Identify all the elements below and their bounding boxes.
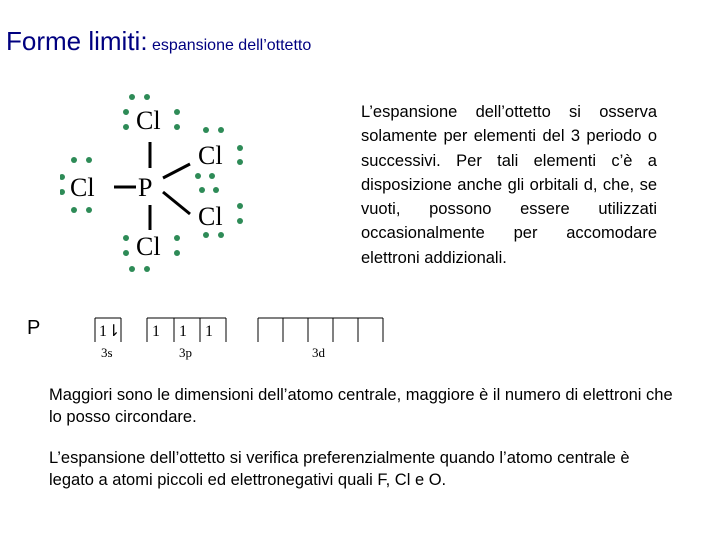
label-3p: 3p [179, 345, 192, 360]
lewis-structure-svg [60, 92, 260, 277]
cl-upper-right-label: Cl [198, 141, 223, 170]
paragraph-atom-size: Maggiori sono le dimensioni dell’atomo centrale, maggiore è il numero di elettroni che lo posso circondare. [49, 386, 673, 426]
paragraph-electronegative-atoms: L’espansione dell’ottetto si verifica preferenzialmente quando l’atomo centrale è legato a atomi piccoli ed elettronegativi quali F, Cl e O. [49, 449, 630, 489]
label-3s: 3s [101, 345, 113, 360]
box-3p-1-electron: 1 [152, 323, 160, 340]
box-3s-electrons: 1⇂ [99, 323, 121, 340]
orbital-box-diagram [90, 314, 390, 364]
title-subtitle: espansione dell’ottetto [152, 37, 312, 54]
box-3p-3-electron: 1 [205, 323, 213, 340]
slide-title [6, 26, 311, 57]
lewis-structure-pcl5 [60, 92, 260, 277]
box-3p-2-electron: 1 [179, 323, 187, 340]
p-central-label: P [138, 173, 153, 202]
title-main: Forme limiti: [6, 26, 148, 56]
cl-bottom-label: Cl [136, 232, 161, 261]
orbital-element-label: P [27, 317, 41, 339]
octet-expansion-description: L’espansione dell’ottetto si osserva solamente per elementi del 3 periodo o successivi. Per tali elementi c’è a disposizione anche gli orbitali d, che, se vuoti, possono essere utilizzati occasionalmente per accomodare elettroni addizionali. [361, 103, 657, 267]
label-3d: 3d [312, 345, 325, 360]
orbital-box-svg [90, 314, 390, 364]
bond-lower-right [163, 192, 190, 214]
bond-upper-right [163, 164, 190, 178]
cl-left-label: Cl [70, 173, 95, 202]
cl-top-label: Cl [136, 106, 161, 135]
cl-lower-right-label: Cl [198, 202, 223, 231]
